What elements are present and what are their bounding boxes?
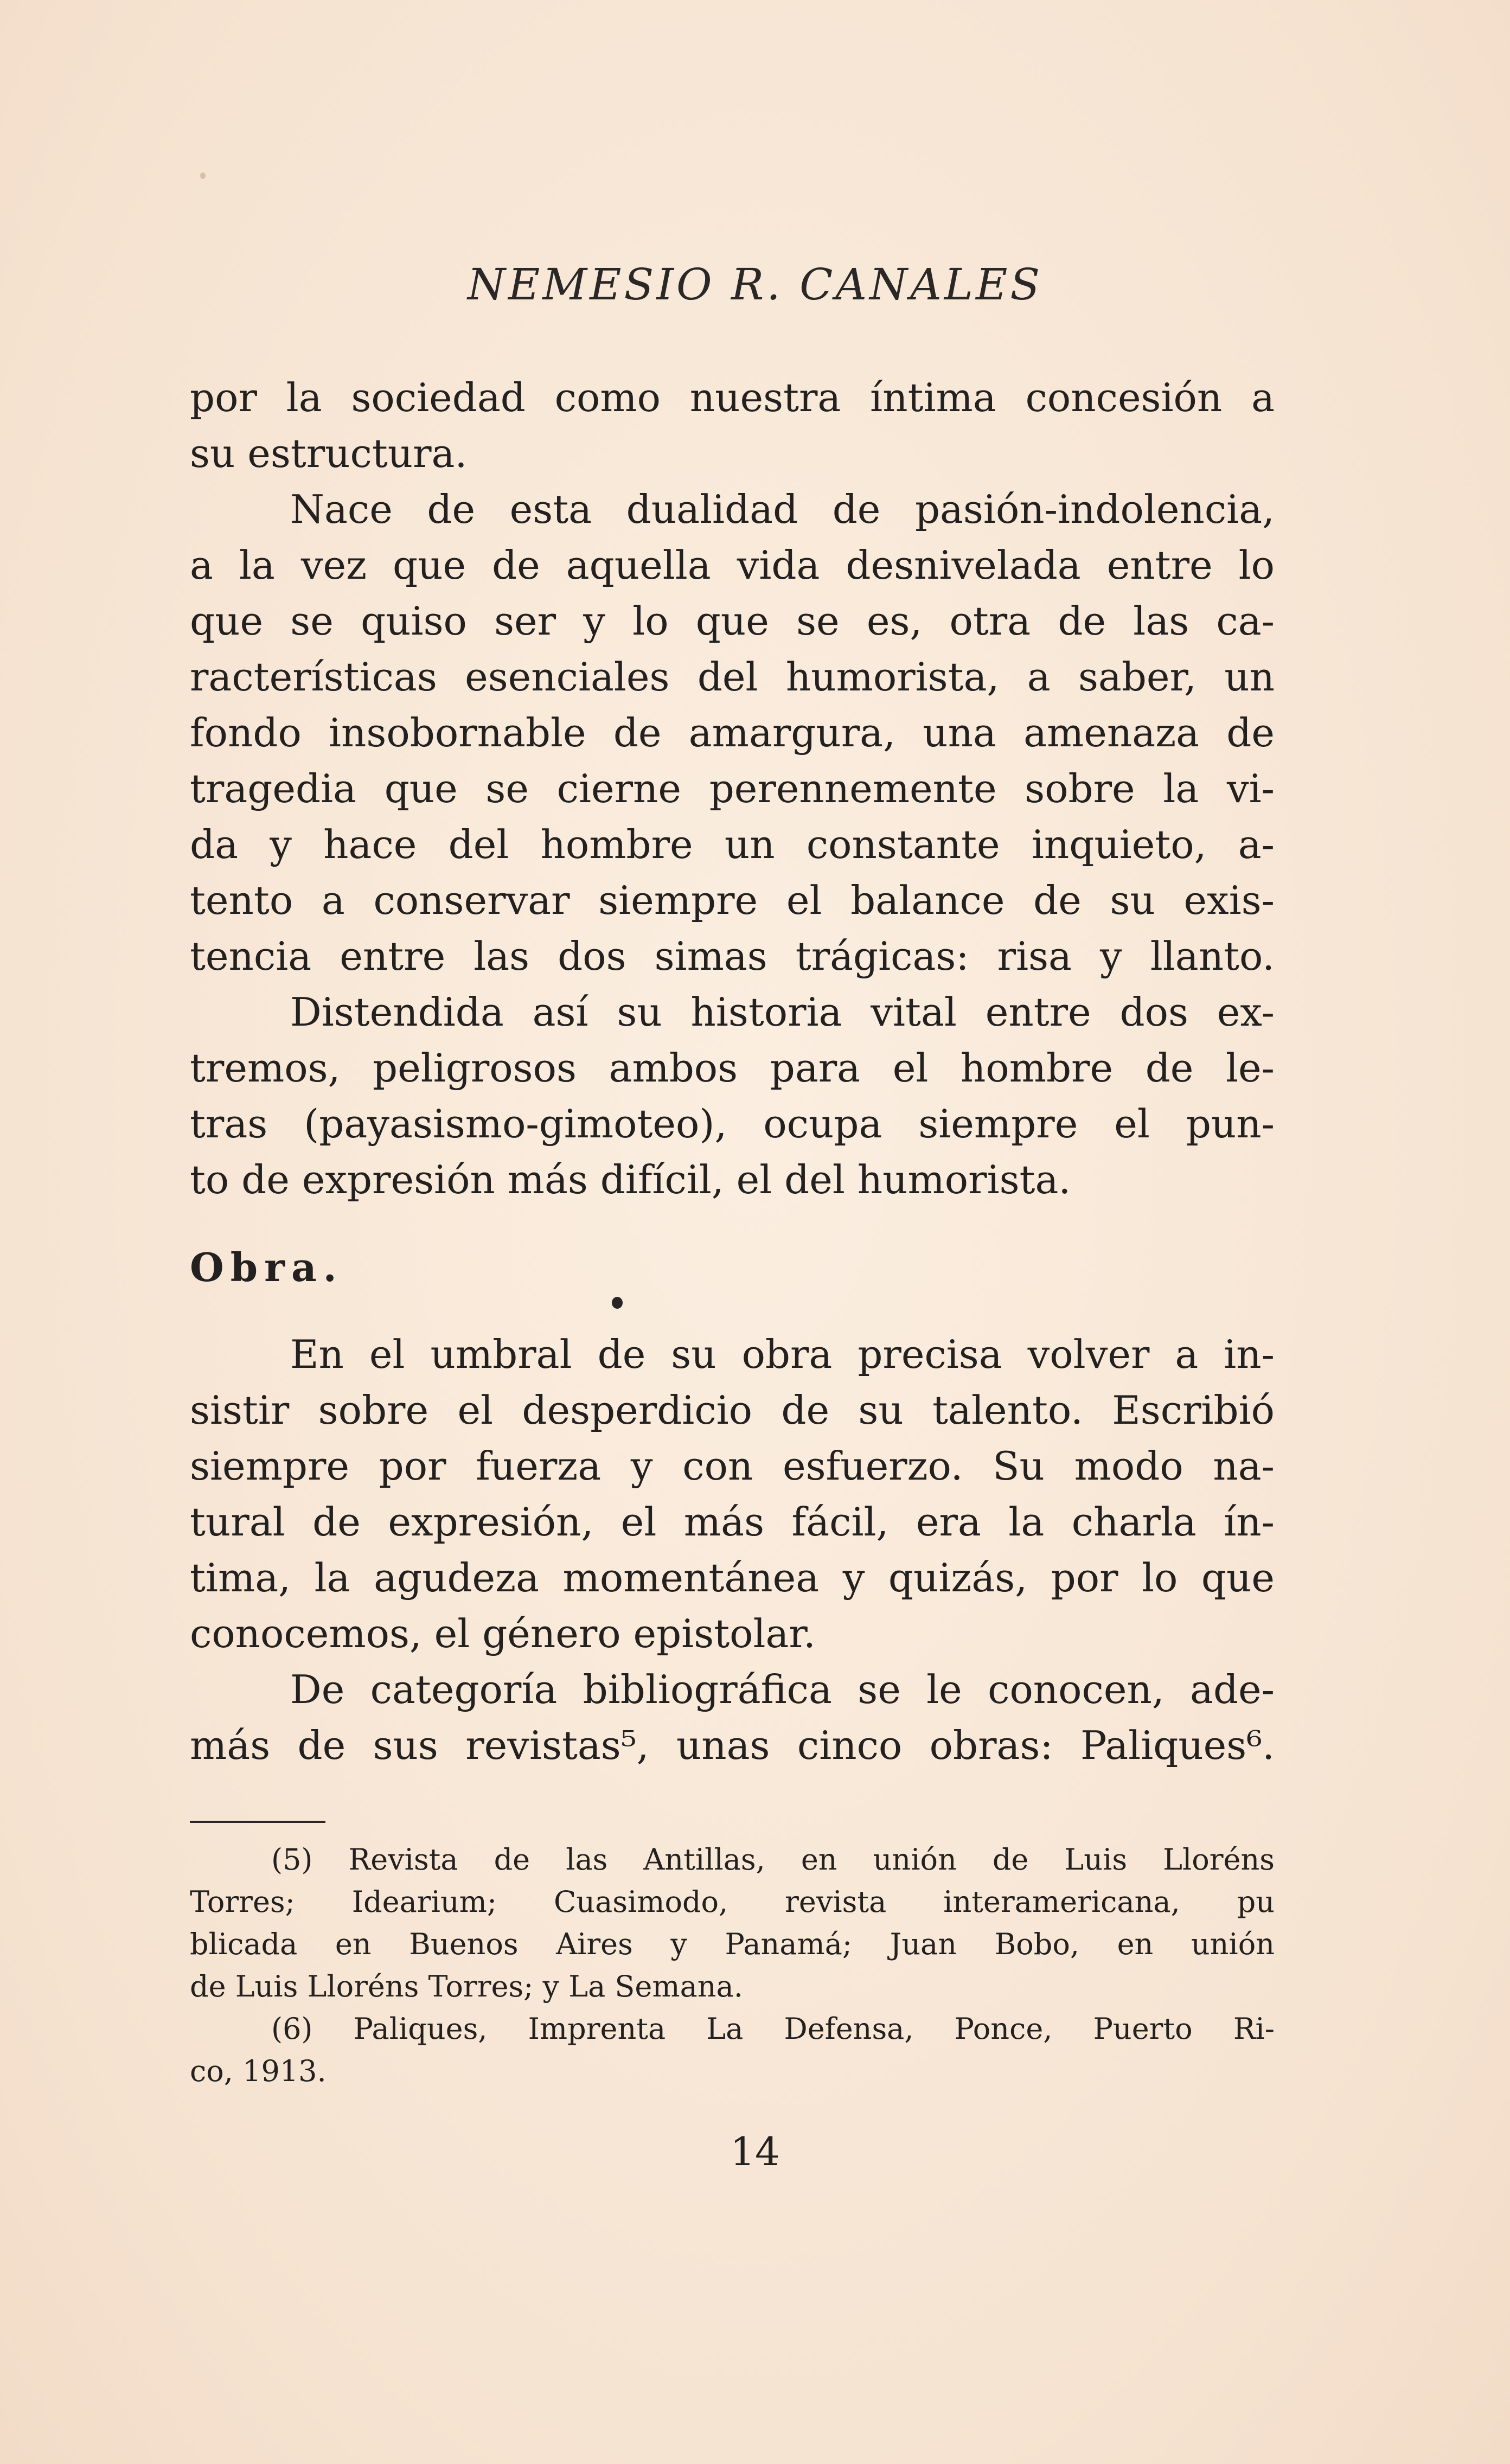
paper-speck bbox=[200, 172, 206, 179]
footnote-line: co, 1913. bbox=[190, 2054, 327, 2088]
body-line: fondo insobornable de amargura, una amenaza de bbox=[190, 710, 1275, 756]
running-head: NEMESIO R. CANALES bbox=[467, 259, 1043, 310]
ornament-dot bbox=[612, 1297, 623, 1309]
body-line: tras (payasismo-gimoteo), ocupa siempre el pun- bbox=[190, 1101, 1275, 1147]
footnote-line: (6) Paliques, Imprenta La Defensa, Ponce, Puerto Ri- bbox=[271, 2012, 1275, 2046]
body-line: Distendida así su historia vital entre dos ex- bbox=[290, 989, 1275, 1035]
section-line: De categoría bibliográfica se le conocen, ade- bbox=[290, 1667, 1275, 1712]
body-line: tencia entre las dos simas trágicas: risa y llanto. bbox=[190, 933, 1275, 979]
section-line: En el umbral de su obra precisa volver a in- bbox=[290, 1332, 1275, 1377]
body-line: Nace de esta dualidad de pasión-indolencia, bbox=[290, 487, 1275, 532]
body-line: tento a conservar siempre el balance de su exis- bbox=[190, 878, 1275, 923]
section-heading: Obra. bbox=[190, 1244, 343, 1290]
body-line: su estructura. bbox=[190, 431, 468, 476]
section-line: más de sus revistas⁵, unas cinco obras: Paliques⁶. bbox=[190, 1723, 1275, 1768]
section-line: sistir sobre el desperdicio de su talento. Escribió bbox=[190, 1387, 1275, 1433]
footnote-line: Torres; Idearium; Cuasimodo, revista interamericana, pu bbox=[190, 1885, 1275, 1919]
body-line: racterísticas esenciales del humorista, a saber, un bbox=[190, 654, 1275, 700]
body-line: da y hace del hombre un constante inquieto, a- bbox=[190, 822, 1275, 867]
body-line: que se quiso ser y lo que se es, otra de las ca- bbox=[190, 598, 1275, 644]
page-number: 14 bbox=[730, 2129, 780, 2174]
footnote-line: blicada en Buenos Aires y Panamá; Juan Bobo, en unión bbox=[190, 1927, 1275, 1961]
section-line: conocemos, el género epistolar. bbox=[190, 1611, 816, 1656]
body-line: tremos, peligrosos ambos para el hombre de le- bbox=[190, 1045, 1275, 1091]
section-line: siempre por fuerza y con esfuerzo. Su modo na- bbox=[190, 1443, 1275, 1489]
footnote-line: (5) Revista de las Antillas, en unión de Luis Lloréns bbox=[271, 1842, 1275, 1877]
body-line: tragedia que se cierne perennemente sobre la vi- bbox=[190, 766, 1275, 811]
section-line: tural de expresión, el más fácil, era la charla ín- bbox=[190, 1499, 1275, 1545]
footnote-separator bbox=[190, 1821, 325, 1823]
footnote-line: de Luis Lloréns Torres; y La Semana. bbox=[190, 1969, 743, 2004]
body-line: a la vez que de aquella vida desnivelada entre lo bbox=[190, 542, 1275, 588]
body-line: por la sociedad como nuestra íntima concesión a bbox=[190, 375, 1275, 420]
section-line: tima, la agudeza momentánea y quizás, por lo que bbox=[190, 1555, 1275, 1601]
body-line: to de expresión más difícil, el del humorista. bbox=[190, 1157, 1071, 1202]
